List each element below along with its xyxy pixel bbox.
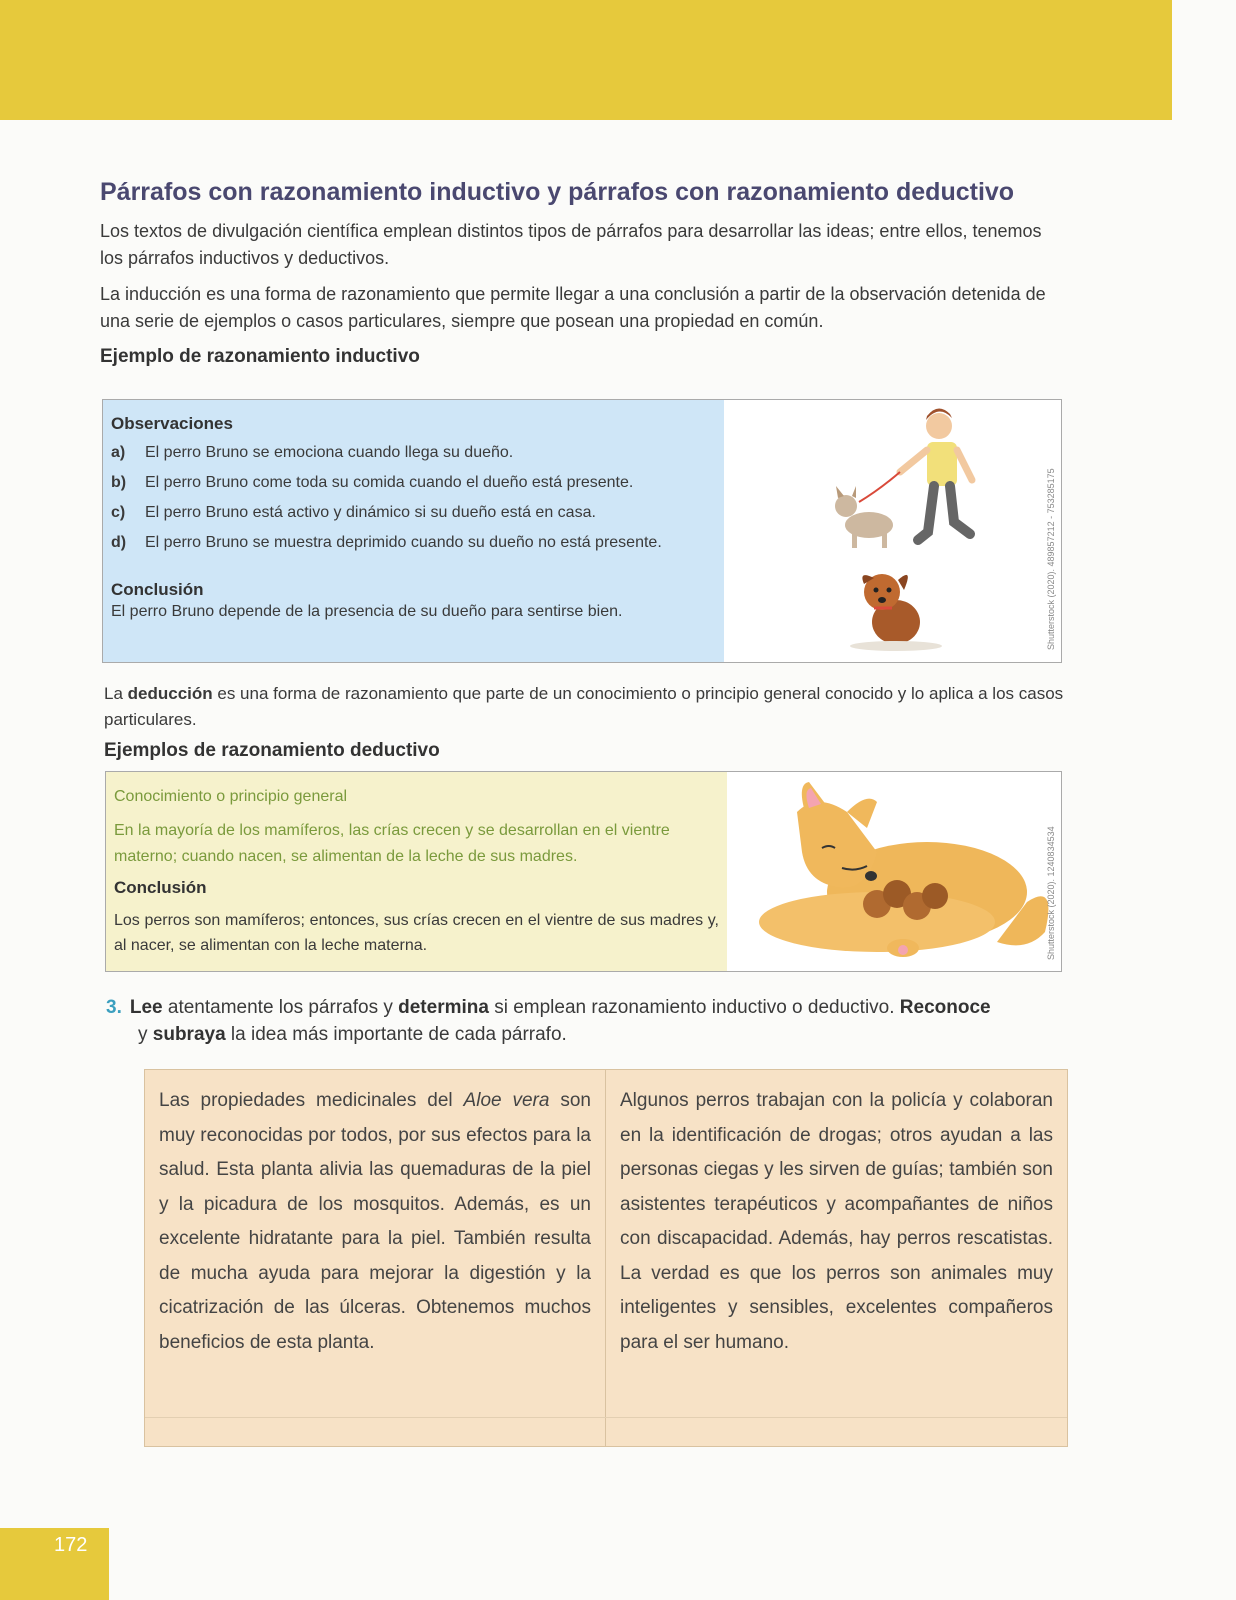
activity-number: 3. [106, 997, 122, 1018]
image-credit-2: Shutterstock (2020). 1240834534 [1046, 826, 1056, 960]
deductive-conclusion: Los perros son mamíferos; entonces, sus crías crecen en el vientre de sus madres y, al nacer, se alimentan con la leche materna. [114, 912, 719, 954]
image-credit-1: Shutterstock (2020). 489857212 - 753285175 [1046, 468, 1056, 650]
deductive-heading: Ejemplos de razonamiento deductivo [104, 740, 440, 761]
deduction-definition: La deducción es una forma de razonamiento que parte de un conocimiento o principio general conocido y lo aplica a los casos particulares. [104, 684, 1064, 729]
list-item: a) El perro Bruno se emociona cuando llega su dueño. [111, 444, 514, 461]
list-item: b) El perro Bruno come toda su comida cuando el dueño está presente. [111, 474, 634, 491]
inductive-conclusion: El perro Bruno depende de la presencia de su dueño para sentirse bien. [111, 603, 623, 620]
page-title: Párrafos con razonamiento inductivo y párrafos con razonamiento deductivo [100, 178, 1015, 206]
divider [145, 1417, 1067, 1418]
deductive-text-panel [106, 772, 728, 971]
inductive-text-panel [103, 400, 725, 662]
paragraph-aloe-vera[interactable]: Las propiedades medicinales del Aloe vera son muy reconocidas por todos, por sus efectos para la salud. Esta planta alivia las quemaduras de la piel y la picadura de los mosquitos. Además, es un excelente hidratante para la piel. También resulta de mucha ayuda para mejorar la digestión y la cicatrización de las úlceras. Obtenemos muchos beneficios de esta planta. [145, 1070, 606, 1446]
observations-list [111, 438, 716, 558]
paragraph-perros[interactable]: Algunos perros trabajan con la policía y colaboran en la identificación de drogas; otros ayudan a las personas ciegas y les sirven de guías; también son asistentes terapéuticos y acompañantes de niños con discapacidad. Además, hay perros rescatistas. La verdad es que los perros son animales muy inteligentes y sensibles, excelentes compañeros para el ser humano. [620, 1090, 1053, 1353]
list-item: c) El perro Bruno está activo y dinámico si su dueño está en casa. [111, 504, 596, 521]
man-walking-dog-icon [724, 400, 1061, 662]
inductive-heading: Ejemplo de razonamiento inductivo [100, 346, 420, 367]
observations-label: Observaciones [111, 414, 233, 433]
dog-nursing-puppies-illustration [727, 772, 1061, 971]
intro-paragraph-2: La inducción es una forma de razonamiento que permite llegar a una conclusión a partir de la observación detenida de una serie de ejemplos o casos particulares, siempre que posean una propiedad en común. [100, 284, 1046, 331]
deductive-example-box [105, 771, 1062, 972]
dog-with-puppies-icon [727, 772, 1061, 971]
page-number: 172 [54, 1534, 88, 1556]
activity-instruction: 3. Lee atentamente los párrafos y determina si emplean razonamiento inductivo o deductivo. Reconoce y subraya la idea más importante de cada párrafo. [106, 997, 991, 1045]
intro-paragraph-1: Los textos de divulgación científica emplean distintos tipos de párrafos para desarrollar las ideas; entre ellos, tenemos los párrafos inductivos y deductivos. [100, 221, 1042, 268]
inductive-conclusion-label: Conclusión [111, 580, 204, 599]
top-color-band [0, 0, 1172, 120]
inductive-example-box [102, 399, 1062, 663]
principle-label: Conocimiento o principio general [114, 788, 348, 805]
principle-text: En la mayoría de los mamíferos, las crías crecen y se desarrollan en el vientre materno; cuando nacen, se alimentan de la leche de sus madres. [114, 822, 670, 865]
man-walking-dogs-illustration [724, 400, 1061, 662]
reading-paragraphs-box [144, 1069, 1068, 1447]
deductive-conclusion-label: Conclusión [114, 878, 207, 897]
list-item: d) El perro Bruno se muestra deprimido cuando su dueño no está presente. [111, 534, 662, 551]
